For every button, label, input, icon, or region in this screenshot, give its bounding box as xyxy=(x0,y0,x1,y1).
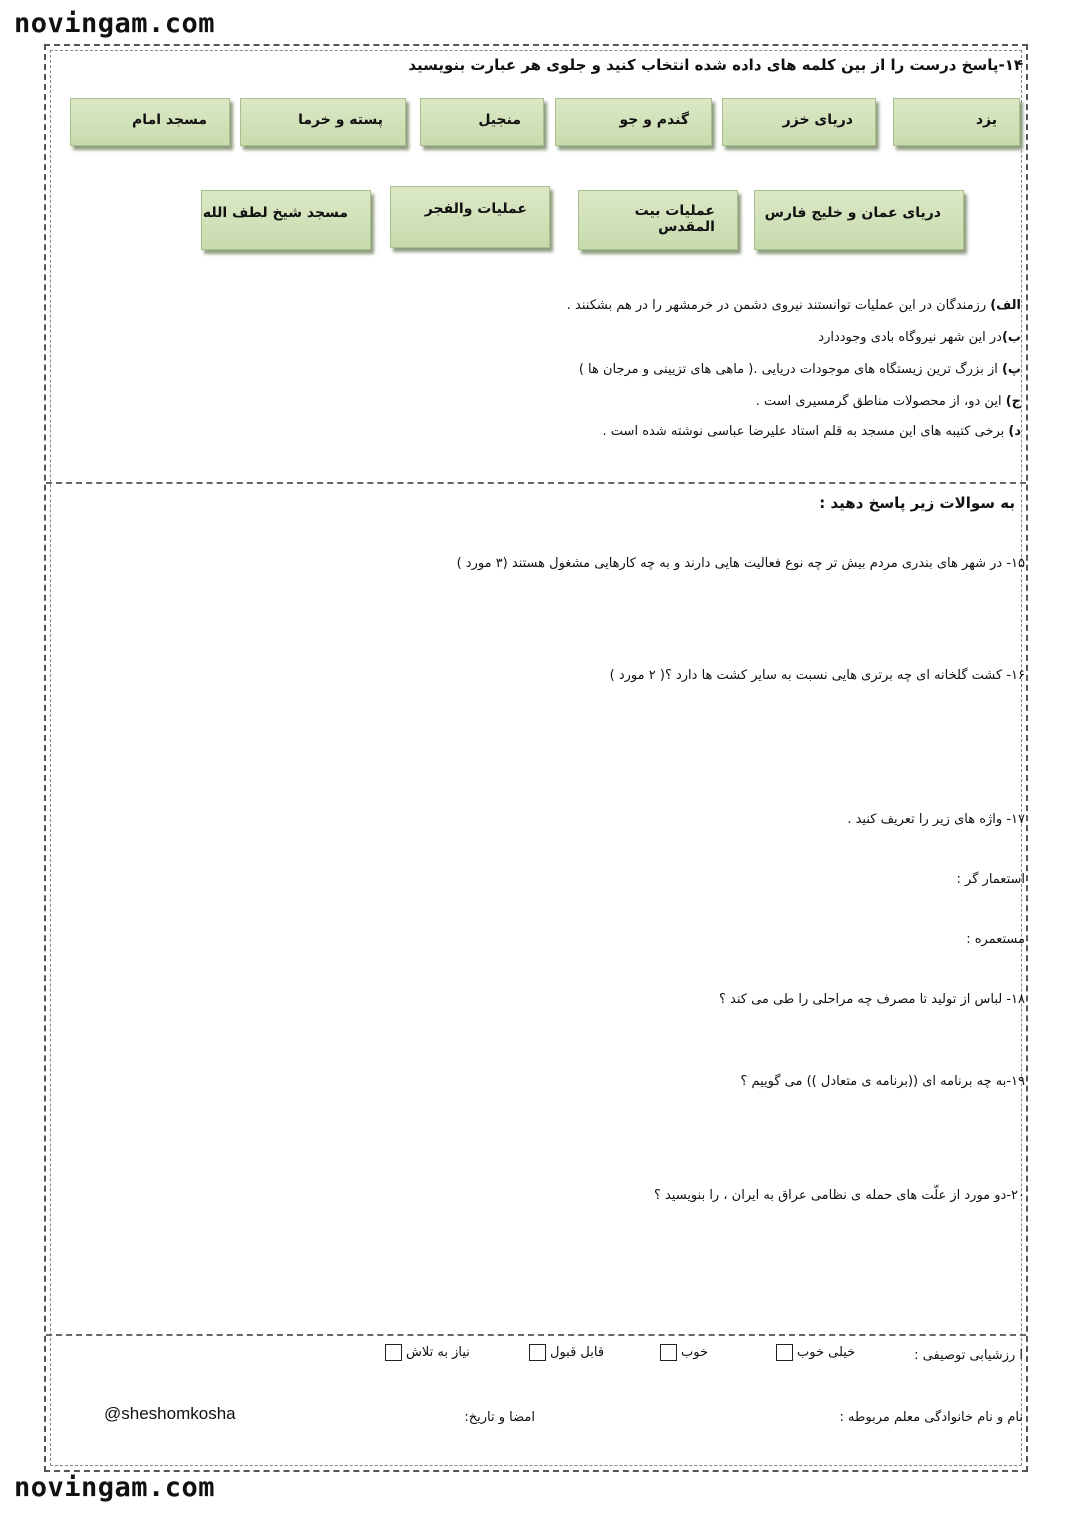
statement-be: ب)در این شهر نیروگاه بادی وجوددارد xyxy=(818,330,1021,345)
question-17-colonizer: استعمار گر : xyxy=(956,872,1025,887)
checkbox[interactable] xyxy=(660,1344,677,1361)
question-15: ۱۵- در شهر های بندری مردم بیش تر چه نوع فعالیت هایی دارند و به چه کارهایی مشغول هستند (۳ مورد ) xyxy=(456,556,1025,571)
channel-handle: @sheshomkosha xyxy=(104,1404,236,1423)
checkbox[interactable] xyxy=(776,1344,793,1361)
option-box: دریای عمان و خلیج فارس xyxy=(754,190,964,250)
option-box: دریای خزر xyxy=(722,98,876,146)
option-box: پسته و خرما xyxy=(240,98,406,146)
grade-acceptable[interactable]: قابل قبول xyxy=(529,1344,604,1361)
question-16: ۱۶- کشت گلخانه ای چه برتری هایی نسبت به سایر کشت ها دارد ؟( ۲ مورد ) xyxy=(609,668,1025,683)
signature-date-label: امضا و تاریخ: xyxy=(464,1410,535,1425)
question-19: ۱۹-به چه برنامه ای ((برنامه ی متعادل )) می گوییم ؟ xyxy=(740,1074,1025,1089)
watermark-top: novingam.com xyxy=(14,8,216,39)
statement-dal: د) برخی کتیبه های این مسجد به قلم استاد علیرضا عباسی نوشته شده است . xyxy=(602,424,1021,439)
checkbox[interactable] xyxy=(529,1344,546,1361)
page-frame-inner xyxy=(50,50,1022,1466)
option-box: مسجد امام xyxy=(70,98,230,146)
section-title: به سوالات زیر پاسخ دهید : xyxy=(819,494,1015,512)
option-box: منجیل xyxy=(420,98,544,146)
statement-alef: الف) رزمندگان در این عملیات توانستند نیروی دشمن در خرمشهر را در هم بشکنند . xyxy=(566,298,1021,313)
grade-good[interactable]: خوب xyxy=(660,1344,708,1361)
grade-very-good[interactable]: خیلی خوب xyxy=(776,1344,855,1361)
question-18: ۱۸- لباس از تولید تا مصرف چه مراحلی را طی می کند ؟ xyxy=(719,992,1025,1007)
divider xyxy=(46,1334,1026,1336)
option-box: عملیات والفجر xyxy=(390,186,550,248)
option-box: مسجد شیخ لطف الله xyxy=(201,190,371,250)
question-14-title: ۱۴-پاسخ درست را از بین کلمه های داده شده انتخاب کنید و جلوی هر عبارت بنویسید xyxy=(408,56,1023,74)
statement-pe: پ) از بزرگ ترین زیستگاه های موجودات دریایی .( ماهی های تزیینی و مرجان ها ) xyxy=(578,362,1021,377)
statement-jim: ج) این دو، از محصولات مناطق گرمسیری است . xyxy=(755,394,1021,409)
watermark-bottom: novingam.com xyxy=(14,1472,216,1503)
question-17: ۱۷- واژه های زیر را تعریف کنید . xyxy=(847,812,1025,827)
grading-label: ا رزشیابی توصیفی : xyxy=(914,1348,1023,1363)
question-20: ۲۰-دو مورد از علّت های حمله ی نظامی عراق به ایران ، را بنویسید ؟ xyxy=(653,1188,1025,1203)
teacher-name-label: نام و نام خانوادگی معلم مربوطه : xyxy=(839,1410,1023,1425)
divider xyxy=(46,482,1026,484)
grade-needs-effort[interactable]: نیاز به تلاش xyxy=(385,1344,470,1361)
option-box: عملیات بیت المقدس xyxy=(578,190,738,250)
option-box: یزد xyxy=(893,98,1020,146)
checkbox[interactable] xyxy=(385,1344,402,1361)
question-17-colony: مستعمره : xyxy=(966,932,1025,947)
option-box: گندم و جو xyxy=(555,98,712,146)
